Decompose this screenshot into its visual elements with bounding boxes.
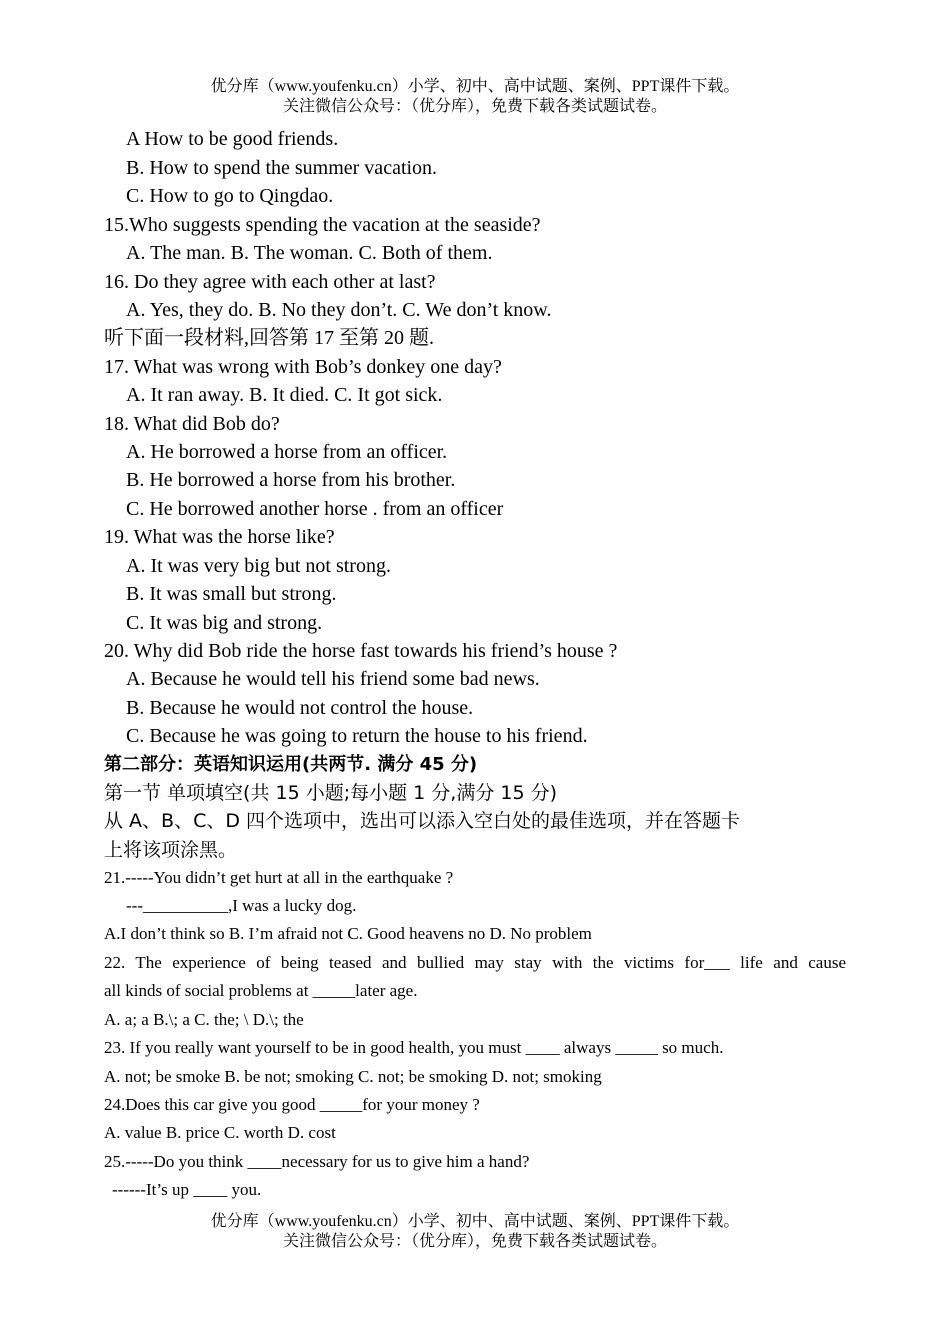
q25-stem: 25.-----Do you think ____necessary for us to give him a hand? xyxy=(104,1152,530,1171)
q19-option-a: A. It was very big but not strong. xyxy=(126,555,391,577)
page-footer-line1: 优分库（www.youfenku.cn）小学、初中、高中试题、案例、PPT课件下载。 xyxy=(210,1213,740,1230)
section1-instruction-line1: 从 A、B、C、D 四个选项中，选出可以添入空白处的最佳选项，并在答题卡 xyxy=(104,810,741,832)
q20-option-c: C. Because he was going to return the house to his friend. xyxy=(126,725,588,747)
q22-stem-line1: 22. The experience of being teased and bullied may stay with the victims for___ life and cause xyxy=(104,953,846,972)
q15-stem: 15.Who suggests spending the vacation at the seaside? xyxy=(104,214,541,236)
listening-instruction: 听下面一段材料,回答第 17 至第 20 题. xyxy=(104,327,434,349)
q21-reply: ---__________,I was a lucky dog. xyxy=(126,896,357,915)
section1-instruction-line2: 上将该项涂黑。 xyxy=(104,839,238,861)
q20-option-a: A. Because he would tell his friend some bad news. xyxy=(126,668,540,690)
q20-stem: 20. Why did Bob ride the horse fast towards his friend’s house ? xyxy=(104,640,618,662)
q20-option-b: B. Because he would not control the house. xyxy=(126,697,474,719)
part2-title: 第二部分：英语知识运用(共两节. 满分 45 分) xyxy=(104,754,478,775)
q22-stem-line2: all kinds of social problems at _____later age. xyxy=(104,981,418,1000)
page-header-line1: 优分库（www.youfenku.cn）小学、初中、高中试题、案例、PPT课件下载。 xyxy=(210,78,740,95)
q21-options: A.I don’t think so B. I’m afraid not C. Good heavens no D. No problem xyxy=(104,924,592,943)
q15-options: A. The man. B. The woman. C. Both of them. xyxy=(126,242,493,264)
q22-options: A. a; a B.\; a C. the; \ D.\; the xyxy=(104,1010,304,1029)
q18-option-a: A. He borrowed a horse from an officer. xyxy=(126,441,448,463)
q18-stem: 18. What did Bob do? xyxy=(104,413,280,435)
page-footer-line2: 关注微信公众号：（优分库），免费下载各类试题试卷。 xyxy=(282,1233,667,1250)
q17-stem: 17. What was wrong with Bob’s donkey one day? xyxy=(104,356,502,378)
page-header-line2: 关注微信公众号：（优分库），免费下载各类试题试卷。 xyxy=(282,98,667,115)
q23-stem: 23. If you really want yourself to be in good health, you must ____ always _____ so much. xyxy=(104,1038,724,1057)
q19-option-b: B. It was small but strong. xyxy=(126,583,337,605)
q25-reply: ------It’s up ____ you. xyxy=(112,1180,262,1199)
q21-stem: 21.-----You didn’t get hurt at all in the earthquake ? xyxy=(104,868,454,887)
q24-options: A. value B. price C. worth D. cost xyxy=(104,1123,336,1142)
q23-options: A. not; be smoke B. be not; smoking C. not; be smoking D. not; smoking xyxy=(104,1067,602,1086)
q19-stem: 19. What was the horse like? xyxy=(104,526,335,548)
q18-option-b: B. He borrowed a horse from his brother. xyxy=(126,469,456,491)
q18-option-c: C. He borrowed another horse . from an officer xyxy=(126,498,504,520)
q14-option-c: C. How to go to Qingdao. xyxy=(126,185,334,207)
q17-options: A. It ran away. B. It died. C. It got sick. xyxy=(126,384,443,406)
q16-options: A. Yes, they do. B. No they don’t. C. We don’t know. xyxy=(126,299,552,321)
q14-option-a: A How to be good friends. xyxy=(126,128,339,150)
q14-option-b: B. How to spend the summer vacation. xyxy=(126,157,438,179)
q19-option-c: C. It was big and strong. xyxy=(126,612,323,634)
section1-title: 第一节 单项填空(共 15 小题;每小题 1 分,满分 15 分) xyxy=(104,782,557,804)
q16-stem: 16. Do they agree with each other at last? xyxy=(104,271,436,293)
q24-stem: 24.Does this car give you good _____for your money ? xyxy=(104,1095,480,1114)
